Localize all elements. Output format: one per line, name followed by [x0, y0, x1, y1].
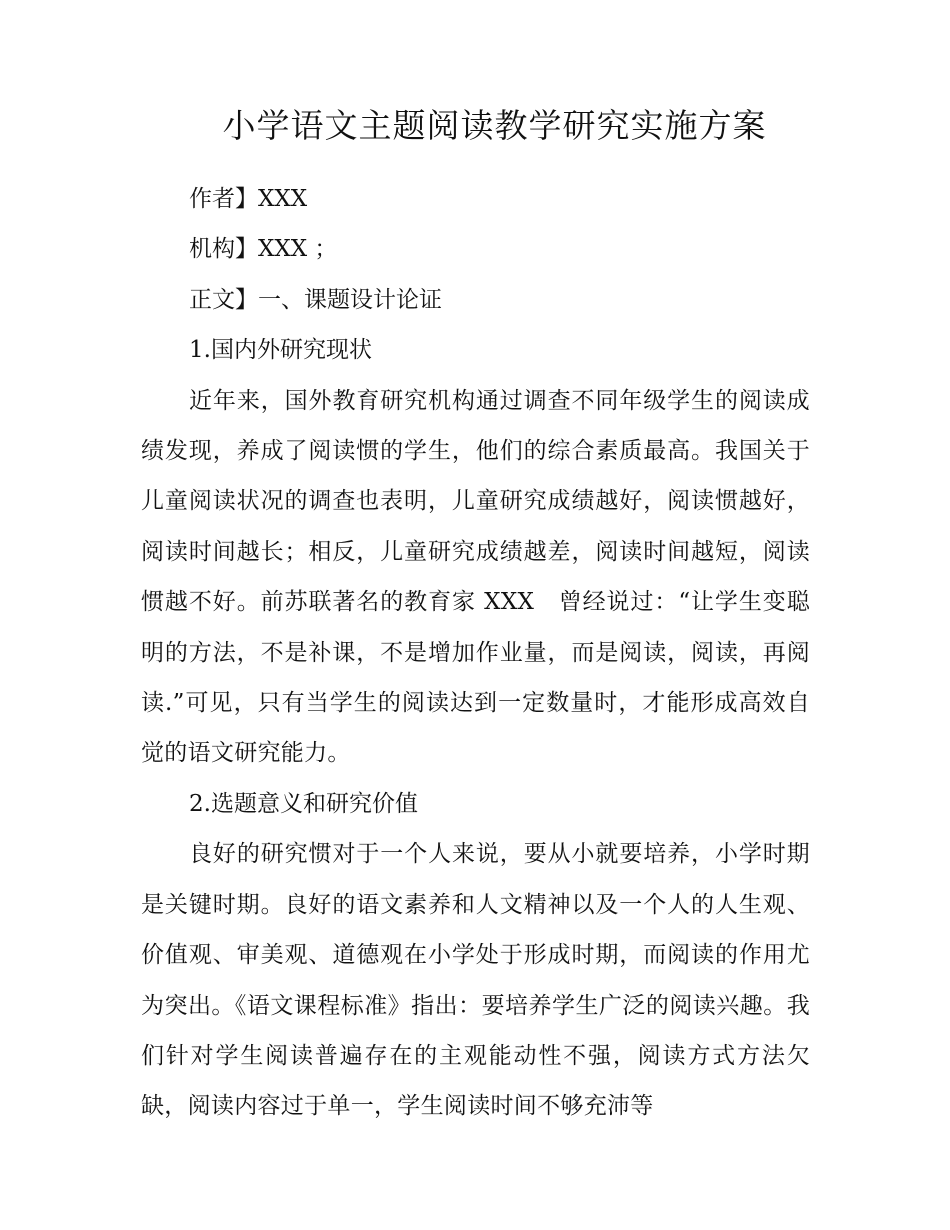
body-section-line: 正文】一、课题设计论证 [189, 286, 442, 313]
author-line: 作者】XXX [189, 186, 308, 212]
paragraph-research-status: 近年来，国外教育研究机构通过调查不同年级学生的阅读成绩发现，养成了阅读惯的学生，他们的综合素质最高。我国关于儿童阅读状况的调查也表明，儿童研究成绩越好，阅读惯越好，阅读时间越长；相反，儿童研究成绩越差，阅读时间越短，阅读惯越不好。前苏联著名的教育家 XXX 曾经说过：“让学生变聪明的方法，不是补课，不是增加作业量，而是阅读，阅读，再阅读.”可见，只有当学生的阅读达到一定数量时，才能形成高效自觉的语文研究能力。 [141, 387, 810, 767]
section-heading-topic-significance: 2.选题意义和研究价值 [189, 790, 418, 817]
paragraph-topic-significance: 良好的研究惯对于一个人来说，要从小就要培养，小学时期是关键时期。良好的语文素养和人文精神以及一个人的人生观、价值观、审美观、道德观在小学处于形成时期，而阅读的作用尤为突出。《语文课程标准》指出：要培养学生广泛的阅读兴趣。我们针对学生阅读普遍存在的主观能动性不强，阅读方式方法欠缺，阅读内容过于单一，学生阅读时间不够充沛等 [141, 841, 810, 1120]
document-title: 小学语文主题阅读教学研究实施方案 [222, 106, 767, 145]
section-heading-research-status: 1.国内外研究现状 [189, 337, 372, 364]
organization-line: 机构】XXX ； [189, 236, 338, 263]
